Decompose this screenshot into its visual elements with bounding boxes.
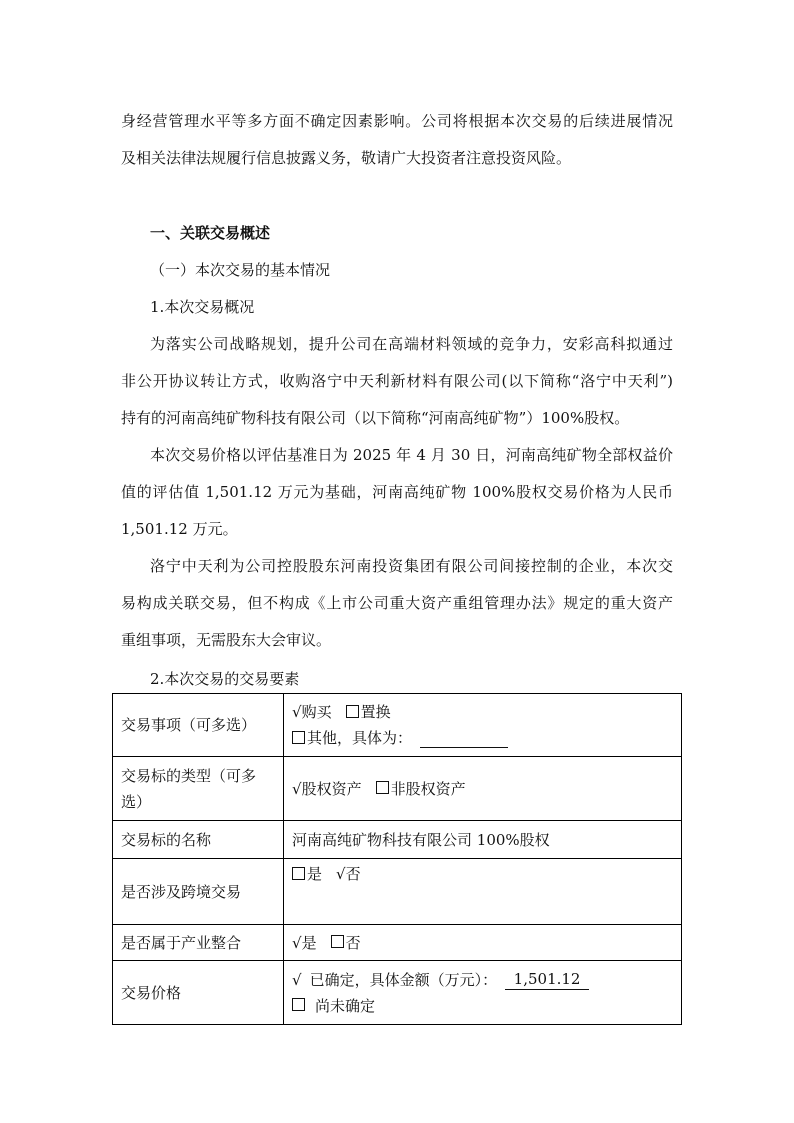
option-no-label: 否 <box>345 865 361 883</box>
subsection-heading: （一）本次交易的基本情况 <box>150 261 331 279</box>
paragraph-1-line-3: 持有的河南高纯矿物科技有限公司（以下简称“河南高纯矿物”）100%股权。 <box>121 409 630 427</box>
table-row-target-type <box>113 757 682 821</box>
row-label <box>113 757 284 821</box>
option-other-label: 其他，具体为： <box>307 729 413 747</box>
options-line <box>292 861 673 887</box>
option-confirmed-label: 已确定，具体金额（万元）： <box>309 970 498 989</box>
row-value-cell <box>284 694 682 757</box>
options-line <box>292 776 673 802</box>
option-buy-label: 购买 <box>301 703 332 721</box>
price-amount: 1,501.12 <box>505 969 589 990</box>
option-swap-label: 置换 <box>360 703 391 721</box>
paragraph-1-line-2: 非公开协议转让方式，收购洛宁中天利新材料有限公司(以下简称“洛宁中天利”) <box>121 372 673 390</box>
paragraph-2-line-2: 值的评估值 1,501.12 万元为基础，河南高纯矿物 100%股权交易价格为人民币 <box>121 483 673 501</box>
option-yes-label: 是 <box>301 933 317 952</box>
table-row-target-name <box>113 821 682 859</box>
row-label: 是否涉及跨境交易 <box>113 859 284 925</box>
checkbox-swap[interactable] <box>346 705 359 718</box>
row-value-cell <box>284 859 682 925</box>
intro-line-1: 身经营管理水平等多方面不确定因素影响。公司将根据本次交易的后续进展情况 <box>121 112 673 130</box>
option-yes-label: 是 <box>307 865 323 883</box>
options-line-1 <box>292 699 673 725</box>
option-unconfirmed-label: 尚未确定 <box>315 996 376 1015</box>
option-nonequity-label: 非股权资产 <box>390 779 466 798</box>
paragraph-3-line-2: 易构成关联交易，但不构成《上市公司重大资产重组管理办法》规定的重大资产 <box>121 594 673 612</box>
table-row-transaction-type <box>113 694 682 757</box>
section-heading: 一、关联交易概述 <box>150 224 271 242</box>
options-line <box>292 930 673 956</box>
option-no-label: 否 <box>345 933 361 952</box>
intro-line-2: 及相关法律法规履行信息披露义务，敬请广大投资者注意投资风险。 <box>121 149 572 167</box>
option-equity-label: 股权资产 <box>301 779 362 798</box>
options-line-2 <box>292 725 673 751</box>
row-label-line-2: 选） <box>121 792 152 811</box>
checkbox-unconfirmed[interactable] <box>292 998 305 1011</box>
other-fill-blank[interactable] <box>420 729 508 748</box>
checked-mark: √ <box>292 933 302 952</box>
row-label: 交易事项（可多选） <box>113 694 284 757</box>
item-1-title: 1.本次交易概况 <box>150 298 255 316</box>
target-name-value: 河南高纯矿物科技有限公司 100%股权 <box>284 821 682 859</box>
row-value-cell <box>284 925 682 961</box>
paragraph-2-line-3: 1,501.12 万元。 <box>121 520 238 538</box>
checkbox-other[interactable] <box>292 731 305 744</box>
checkbox-no[interactable] <box>331 935 344 948</box>
paragraph-3-line-3: 重组事项，无需股东大会审议。 <box>121 631 332 649</box>
row-value-cell <box>284 757 682 821</box>
transaction-elements-table <box>112 693 682 1025</box>
checkbox-nonequity[interactable] <box>376 781 389 794</box>
row-label: 交易标的名称 <box>113 821 284 859</box>
options-line-2 <box>292 993 673 1019</box>
table-row-cross-border <box>113 859 682 925</box>
paragraph-1-line-1: 为落实公司战略规划，提升公司在高端材料领域的竞争力，安彩高科拟通过 <box>150 335 673 353</box>
row-label: 交易价格 <box>113 961 284 1025</box>
table-row-price <box>113 961 682 1025</box>
checked-mark: √ <box>292 703 302 721</box>
checked-mark: √ <box>336 865 346 883</box>
row-label-line-1: 交易标的类型（可多 <box>121 766 257 785</box>
row-label: 是否属于产业整合 <box>113 925 284 961</box>
paragraph-2-line-1: 本次交易价格以评估基准日为 2025 年 4 月 30 日，河南高纯矿物全部权益价 <box>150 446 673 464</box>
checked-mark: √ <box>292 970 302 989</box>
item-2-title: 2.本次交易的交易要素 <box>150 670 300 688</box>
row-value-cell <box>284 961 682 1025</box>
options-line-1 <box>292 967 673 993</box>
checked-mark: √ <box>292 779 302 798</box>
paragraph-3-line-1: 洛宁中天利为公司控股股东河南投资集团有限公司间接控制的企业，本次交 <box>150 557 673 575</box>
checkbox-yes[interactable] <box>292 867 305 880</box>
table-row-industry-integration <box>113 925 682 961</box>
